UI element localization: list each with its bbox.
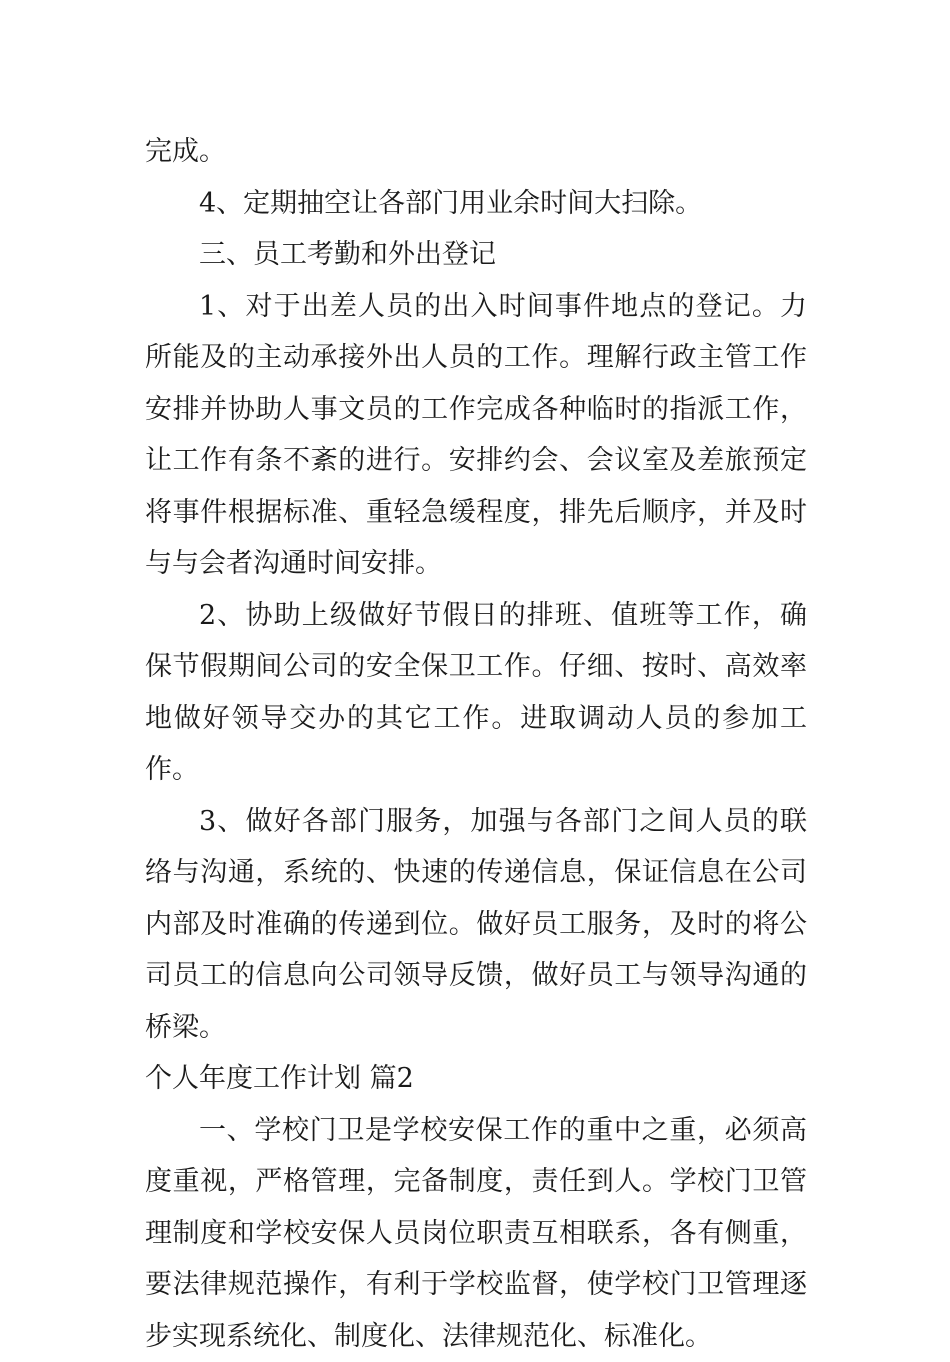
paragraph-item-1-travel: 1、对于出差人员的出入时间事件地点的登记。力所能及的主动承接外出人员的工作。理解行政主管工作安排并协助人事文员的工作完成各种临时的指派工作，让工作有条不紊的进行。安排约会、会议室及差旅预定将事件根据标准、重轻急缓程度，排先后顺序，并及时与与会者沟通时间安排。	[145, 281, 807, 590]
paragraph-item-3-service: 3、做好各部门服务，加强与各部门之间人员的联络与沟通，系统的、快速的传递信息，保证信息在公司内部及时准确的传递到位。做好员工服务，及时的将公司员工的信息向公司领导反馈，做好员工与领导沟通的桥梁。	[145, 796, 807, 1054]
paragraph-item-2-holiday: 2、协助上级做好节假日的排班、值班等工作，确保节假期间公司的安全保卫工作。仔细、按时、高效率地做好领导交办的其它工作。进取调动人员的参加工作。	[145, 590, 807, 796]
section-heading-attendance: 三、员工考勤和外出登记	[145, 229, 807, 281]
paragraph-gatekeeper: 一、学校门卫是学校安保工作的重中之重，必须高度重视，严格管理，完备制度，责任到人。学校门卫管理制度和学校安保人员岗位职责互相联系，各有侧重，要法律规范操作，有利于学校监督，使学校门卫管理逐步实现系统化、制度化、法律规范化、标准化。	[145, 1105, 807, 1362]
paragraph-item-4-cleaning: 4、定期抽空让各部门用业余时间大扫除。	[145, 178, 807, 230]
paragraph-completion: 完成。	[145, 126, 807, 178]
section-title-part-2: 个人年度工作计划 篇2	[145, 1053, 807, 1105]
document-body	[145, 126, 807, 1362]
